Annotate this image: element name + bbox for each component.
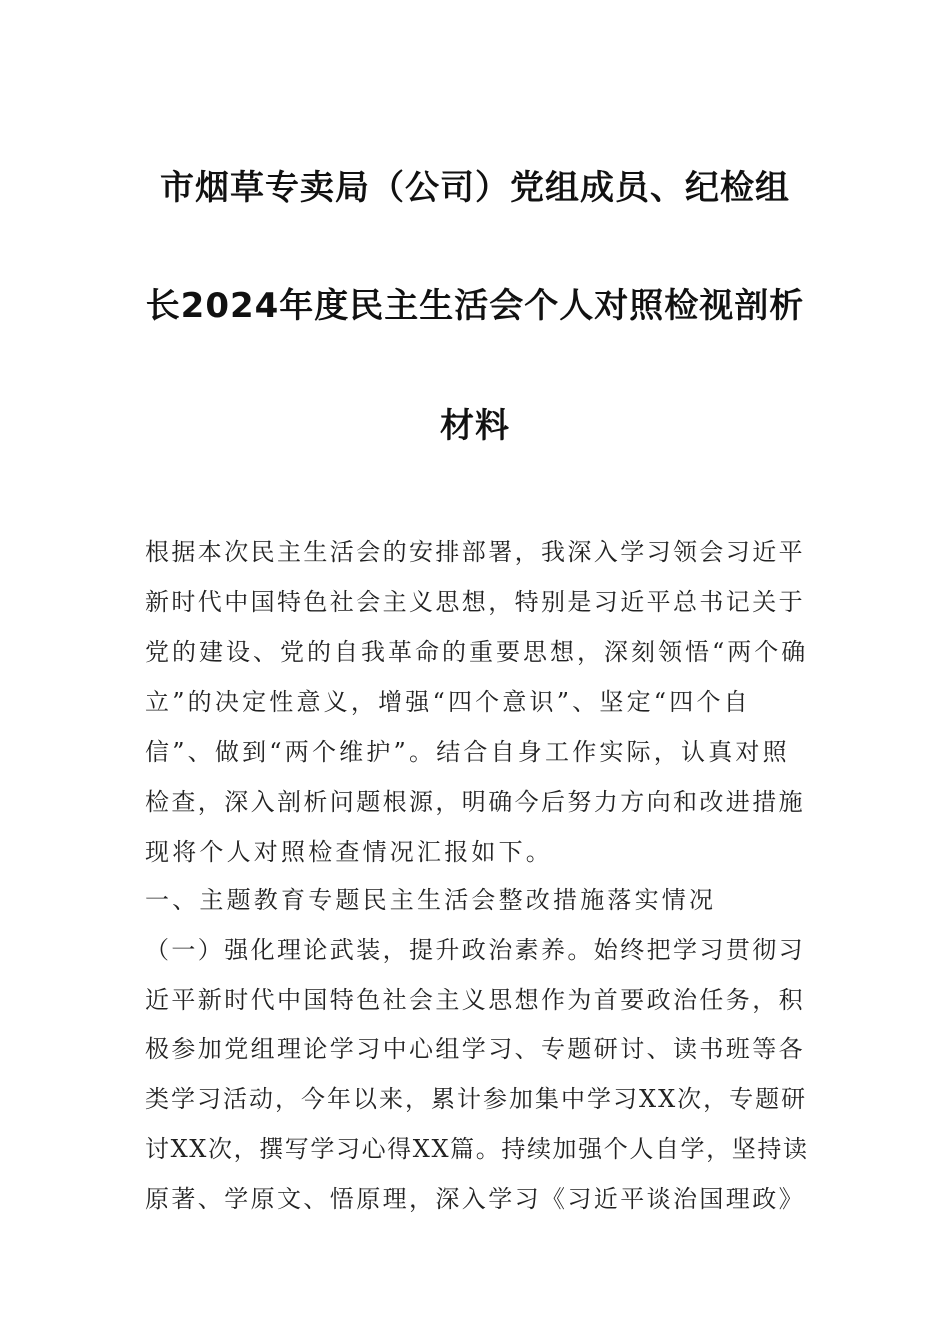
document-title-line-1: 市烟草专卖局（公司）党组成员、纪检组	[160, 168, 790, 208]
body-line: 立”的决定性意义，增强“四个意识”、坚定“四个自	[145, 688, 751, 716]
document-title-line-3: 材料	[440, 406, 510, 446]
body-line: 根据本次民主生活会的安排部署，我深入学习领会习近平	[145, 538, 805, 566]
body-line: 极参加党组理论学习中心组学习、专题研讨、读书班等各	[145, 1035, 805, 1063]
body-line: 现将个人对照检查情况汇报如下。	[145, 838, 553, 866]
document-title-line-2: 长2024年度民主生活会个人对照检视剖析	[145, 286, 805, 326]
section-heading: 一、主题教育专题民主生活会整改措施落实情况	[145, 886, 717, 914]
body-line: 信”、做到“两个维护”。结合自身工作实际，认真对照	[145, 738, 790, 766]
body-line: 类学习活动，今年以来，累计参加集中学习XX次，专题研	[145, 1085, 808, 1113]
body-line: 党的建设、党的自我革命的重要思想，深刻领悟“两个确	[145, 638, 809, 666]
body-line: 近平新时代中国特色社会主义思想作为首要政治任务，积	[145, 986, 805, 1014]
body-line: 检查，深入剖析问题根源，明确今后努力方向和改进措施	[145, 788, 805, 816]
body-line: 原著、学原文、悟原理，深入学习《习近平谈治国理政》	[145, 1185, 805, 1213]
body-line: 讨XX次，撰写学习心得XX篇。持续加强个人自学，坚持读	[145, 1135, 809, 1163]
body-line: 新时代中国特色社会主义思想，特别是习近平总书记关于	[145, 588, 805, 616]
body-line: （一）强化理论武装，提升政治素养。始终把学习贯彻习	[145, 936, 805, 964]
